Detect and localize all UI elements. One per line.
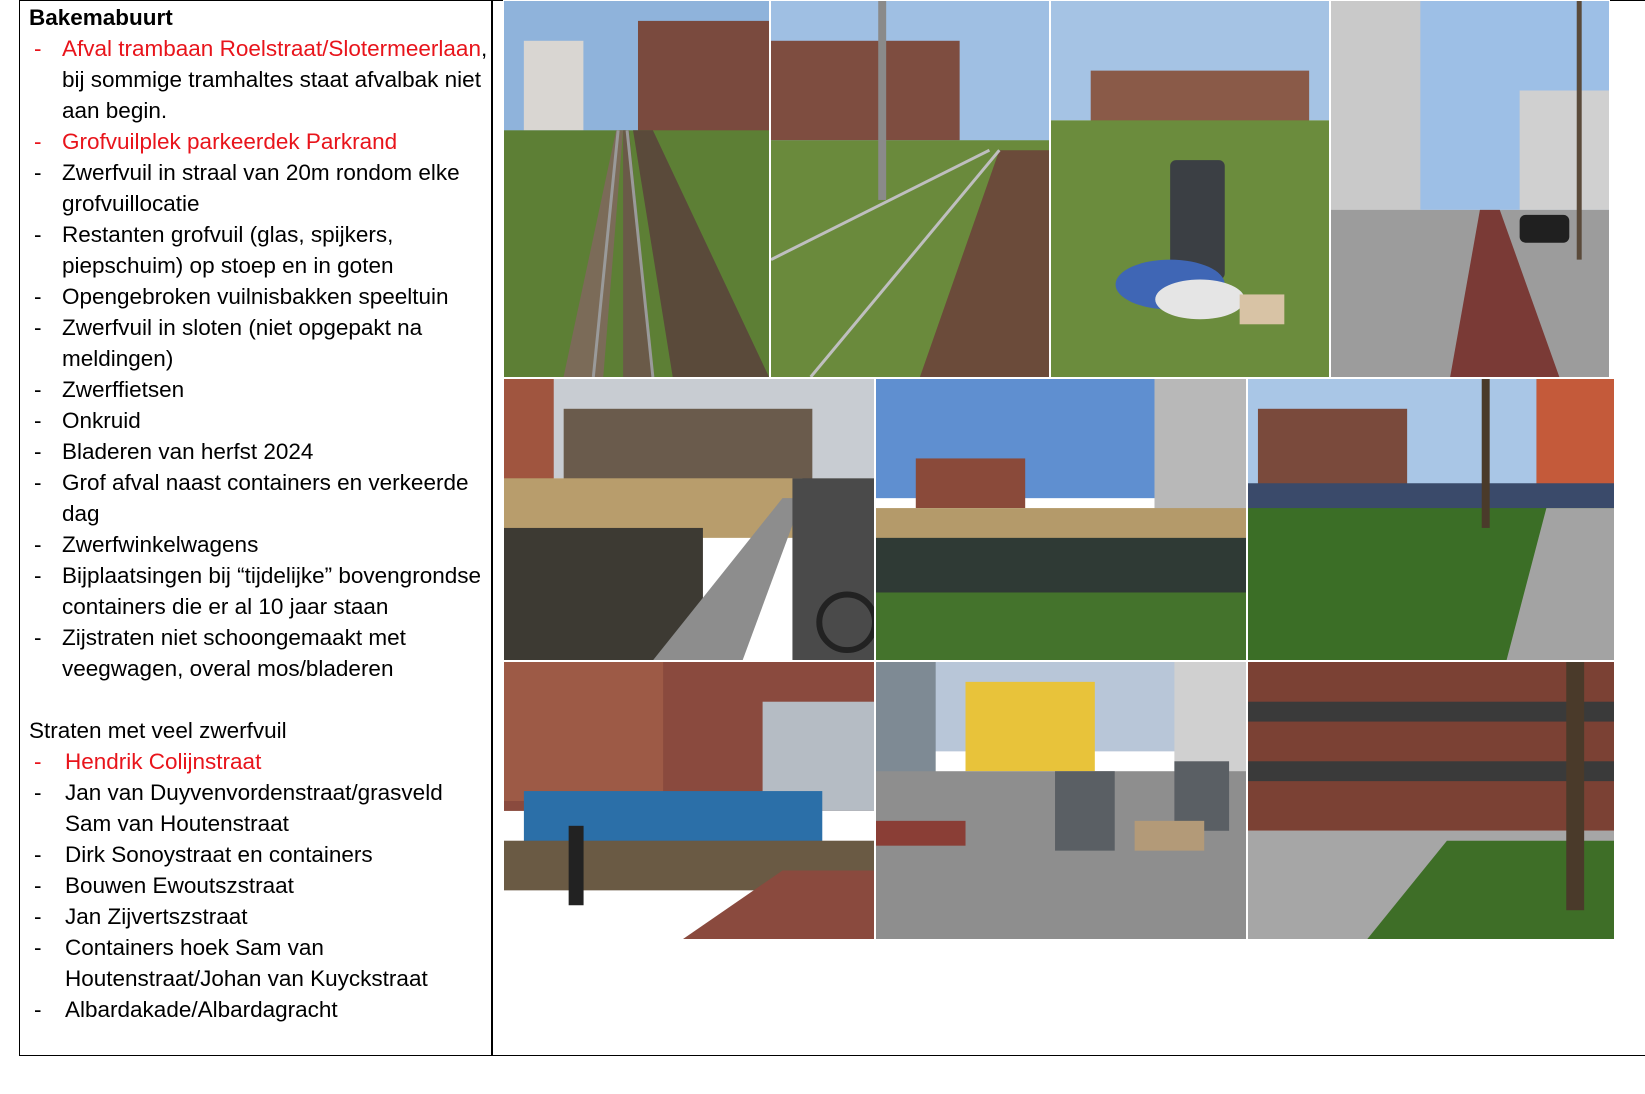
issue-text: Zijstraten niet schoongemaakt met veegwagen, overal mos/bladeren: [62, 625, 406, 681]
issue-item: [29, 281, 489, 312]
list-dash: -: [34, 408, 42, 433]
street-item: [29, 901, 489, 932]
list-dash: -: [34, 904, 42, 929]
list-dash: -: [34, 625, 42, 650]
list-dash: -: [34, 873, 42, 898]
issue-item: [29, 405, 489, 436]
photo-lawn-trees: [1247, 378, 1615, 661]
street-item: [29, 839, 489, 870]
issues-cell: [29, 2, 489, 1025]
street-item: [29, 994, 489, 1025]
issue-item: [29, 312, 489, 374]
issue-text: Bladeren van herfst 2024: [62, 439, 314, 464]
issue-text-suffix: , bij sommige tramhaltes staat afvalbak niet aan begin.: [62, 36, 488, 123]
issue-item: [29, 622, 489, 684]
photo-street-cycle-lane: [1330, 0, 1610, 378]
street-text: Dirk Sonoystraat en containers: [65, 842, 373, 867]
issues-list: [29, 33, 489, 684]
list-dash: -: [34, 470, 42, 495]
list-dash: -: [34, 284, 42, 309]
list-dash: -: [34, 749, 42, 774]
issue-item: [29, 157, 489, 219]
issue-text: Bijplaatsingen bij “tijdelijke” bovengrondse containers die er al 10 jaar staan: [62, 563, 481, 619]
photo-containers-square: [875, 661, 1247, 940]
street-item: [29, 870, 489, 901]
list-dash: -: [34, 842, 42, 867]
street-text: Jan Zijvertszstraat: [65, 904, 248, 929]
photo-tram-track-2: [770, 0, 1050, 378]
issue-item: [29, 529, 489, 560]
street-text: Bouwen Ewoutszstraat: [65, 873, 294, 898]
street-item: [29, 746, 489, 777]
photo-ditch-bikes: [503, 378, 875, 661]
photo-residential-building: [1247, 661, 1615, 940]
list-dash: -: [34, 780, 42, 805]
list-dash: -: [34, 36, 42, 61]
list-dash: -: [34, 439, 42, 464]
photo-tram-track-1: [503, 0, 770, 378]
list-dash: -: [34, 563, 42, 588]
photo-grid: [503, 0, 1615, 940]
issue-text: Restanten grofvuil (glas, spijkers, piepschuim) op stoep en in goten: [62, 222, 394, 278]
issue-item: [29, 33, 489, 126]
list-dash: -: [34, 377, 42, 402]
streets-list: [29, 746, 489, 1025]
issue-item: [29, 467, 489, 529]
street-text: Containers hoek Sam van Houtenstraat/Johan van Kuyckstraat: [65, 935, 428, 991]
issue-item: [29, 219, 489, 281]
photo-overflowing-bin: [1050, 0, 1330, 378]
issue-text: Onkruid: [62, 408, 141, 433]
issue-text: Opengebroken vuilnisbakken speeltuin: [62, 284, 449, 309]
photo-pond-park: [875, 378, 1247, 661]
issue-text: Grofvuilplek parkeerdek Parkrand: [62, 129, 398, 154]
street-item: [29, 932, 489, 994]
issue-text: Afval trambaan Roelstraat/Slotermeerlaan: [62, 36, 481, 61]
issue-text: Zwerffietsen: [62, 377, 185, 402]
list-dash: -: [34, 532, 42, 557]
list-dash: -: [34, 129, 42, 154]
list-dash: -: [34, 315, 42, 340]
streets-heading: Straten met veel zwerfvuil: [29, 718, 287, 743]
photo-playground: [503, 661, 875, 940]
neighbourhood-title: Bakemabuurt: [29, 5, 173, 30]
list-dash: -: [34, 997, 42, 1022]
issue-text: Zwerfvuil in sloten (niet opgepakt na meldingen): [62, 315, 423, 371]
street-text: Albardakade/Albardagracht: [65, 997, 338, 1022]
issue-text: Grof afval naast containers en verkeerde dag: [62, 470, 469, 526]
issue-item: [29, 436, 489, 467]
column-divider: [491, 0, 493, 1056]
issue-item: [29, 560, 489, 622]
list-dash: -: [34, 935, 42, 960]
list-dash: -: [34, 222, 42, 247]
issue-item: [29, 374, 489, 405]
issue-text: Zwerfwinkelwagens: [62, 532, 259, 557]
issue-text: Zwerfvuil in straal van 20m rondom elke grofvuillocatie: [62, 160, 460, 216]
street-item: [29, 777, 489, 839]
street-text: Hendrik Colijnstraat: [65, 749, 262, 774]
issue-item: [29, 126, 489, 157]
list-dash: -: [34, 160, 42, 185]
street-text: Jan van Duyvenvordenstraat/grasveld Sam van Houtenstraat: [65, 780, 443, 836]
